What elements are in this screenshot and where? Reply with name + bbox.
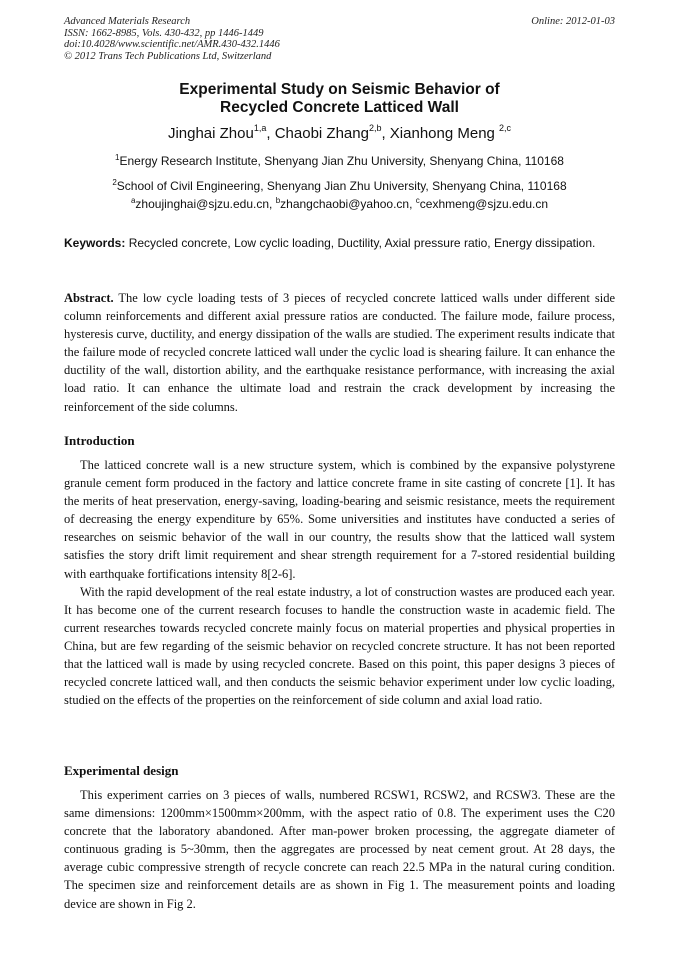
author-sup: 2,c	[499, 123, 512, 133]
journal-header	[64, 16, 615, 62]
doi-line[interactable]: doi:10.4028/www.scientific.net/AMR.430-432.1446	[64, 39, 280, 50]
experimental-paragraph-1: This experiment carries on 3 pieces of walls, numbered RCSW1, RCSW2, and RCSW3. These are the same dimensions: 1200mm×1500mm×200mm, with the aspect ratio of 0.8. The experiment uses the C20 concrete that the laboratory abandoned. After man-power broken processing, the aggregate diameter of continuous grading is 5~30mm, then the aggregates are processed by neat cement grout. At 28 days, the average cubic compressive strength of recycle concrete can reach 22.5 MPa in the natural curing condition. The specimen size and reinforcement details are as shown in Fig 1. The measurement points and loading device are shown in Fig 2.	[64, 788, 615, 911]
email-link[interactable]: zhangchaobi@yahoo.cn,	[280, 197, 416, 211]
introduction-body	[64, 456, 615, 709]
email-sup: b	[275, 196, 281, 205]
author-sep: ,	[381, 125, 390, 142]
abstract-label: Abstract.	[64, 291, 114, 305]
keywords-label: Keywords:	[64, 236, 126, 250]
email-sup: a	[130, 196, 136, 205]
title-line-2: Recycled Concrete Latticed Wall	[220, 99, 459, 116]
author-name: Jinghai Zhou	[167, 125, 254, 142]
affiliation-1	[64, 153, 615, 169]
email-link[interactable]: cexhmeng@sjzu.edu.cn	[419, 197, 549, 211]
affiliation-sup: 2	[112, 178, 117, 187]
journal-name: Advanced Materials Research	[64, 16, 191, 27]
author-sup: 2,b	[368, 123, 382, 133]
author-list	[64, 124, 615, 144]
abstract	[64, 289, 615, 416]
email-sup: c	[415, 196, 420, 205]
email-link[interactable]: zhoujinghai@sjzu.edu.cn,	[135, 197, 276, 211]
affiliation-2	[64, 178, 615, 194]
affiliation-text: Energy Research Institute, Shenyang Jian Zhu University, Shenyang China, 110168	[119, 154, 564, 168]
intro-paragraph-2: With the rapid development of the real estate industry, a lot of construction wastes are produced each year. It has become one of the current research focuses to handle the construction waste in academic field. The current researches towards recycled concrete mainly focus on material properties and physical properties in China, but are few regarding of the seismic behavior on recycled concrete structure. It has not been reported that the latticed wall is made by using recycled concrete. Based on this point, this paper designs 3 pieces of recycled concrete latticed wall, and then conducts the seismic behavior experiment under low cyclic loading, studied on the effects of the properties on the reinforcement of side column and axial load ratio.	[64, 584, 615, 708]
intro-paragraph-1: The latticed concrete wall is a new structure system, which is combined by the expansive polystyrene granule cement form produced in the factory and lattice concrete frame in site casting of concrete [1]. It has the merits of heat preservation, energy-saving, loading-bearing and seismic resistance, meets the requirement of decreasing the energy expenditure by 65%. Some universities and institutes have conducted a series of researches on seismic behavior of the wall in our country, the results show that the latticed wall system satisfies the story drift limit requirement and shear strength requirement for a 7-stored residential building with earthquake fortifications intensity 8[2-6].	[64, 458, 615, 581]
affiliation-sup: 1	[115, 153, 120, 162]
author-sep: ,	[266, 125, 275, 142]
author-name: Chaobi Zhang	[274, 125, 369, 142]
copyright-line: © 2012 Trans Tech Publications Ltd, Switzerland	[64, 50, 272, 62]
author-sup: 1,a	[253, 123, 267, 133]
title-line-1: Experimental Study on Seismic Behavior of	[179, 81, 500, 98]
issn-line: ISSN: 1662-8985, Vols. 430-432, pp 1446-1449	[64, 27, 264, 39]
paper-title	[64, 81, 615, 117]
experimental-heading: Experimental design	[64, 763, 179, 778]
keywords	[64, 234, 615, 252]
email-list	[64, 196, 615, 212]
online-date: Online: 2012-01-03	[531, 16, 615, 27]
introduction-heading: Introduction	[64, 433, 135, 448]
abstract-text: The low cycle loading tests of 3 pieces of recycled concrete latticed walls under different side column reinforcements and different axial pressure ratios are conducted. The failure mode, failure process, hysteresis curve, ductility, and energy dissipation of the walls are studied. The experiment results indicate that the failure mode of recycled concrete latticed wall under the cyclic load is shearing failure. It can enhance the ductility of the wall, distortion ability, and the earthquake resistance performance, with increasing the axial load ratio. It can enhance the ultimate load and restrain the crack development by increasing the reinforcement of the side columns.	[64, 291, 615, 414]
experimental-body	[64, 786, 615, 913]
keywords-text: Recycled concrete, Low cyclic loading, Ductility, Axial pressure ratio, Energy dissipation.	[125, 236, 596, 250]
author-name: Xianhong Meng	[389, 125, 500, 142]
affiliation-text: School of Civil Engineering, Shenyang Jian Zhu University, Shenyang China, 110168	[116, 179, 567, 193]
